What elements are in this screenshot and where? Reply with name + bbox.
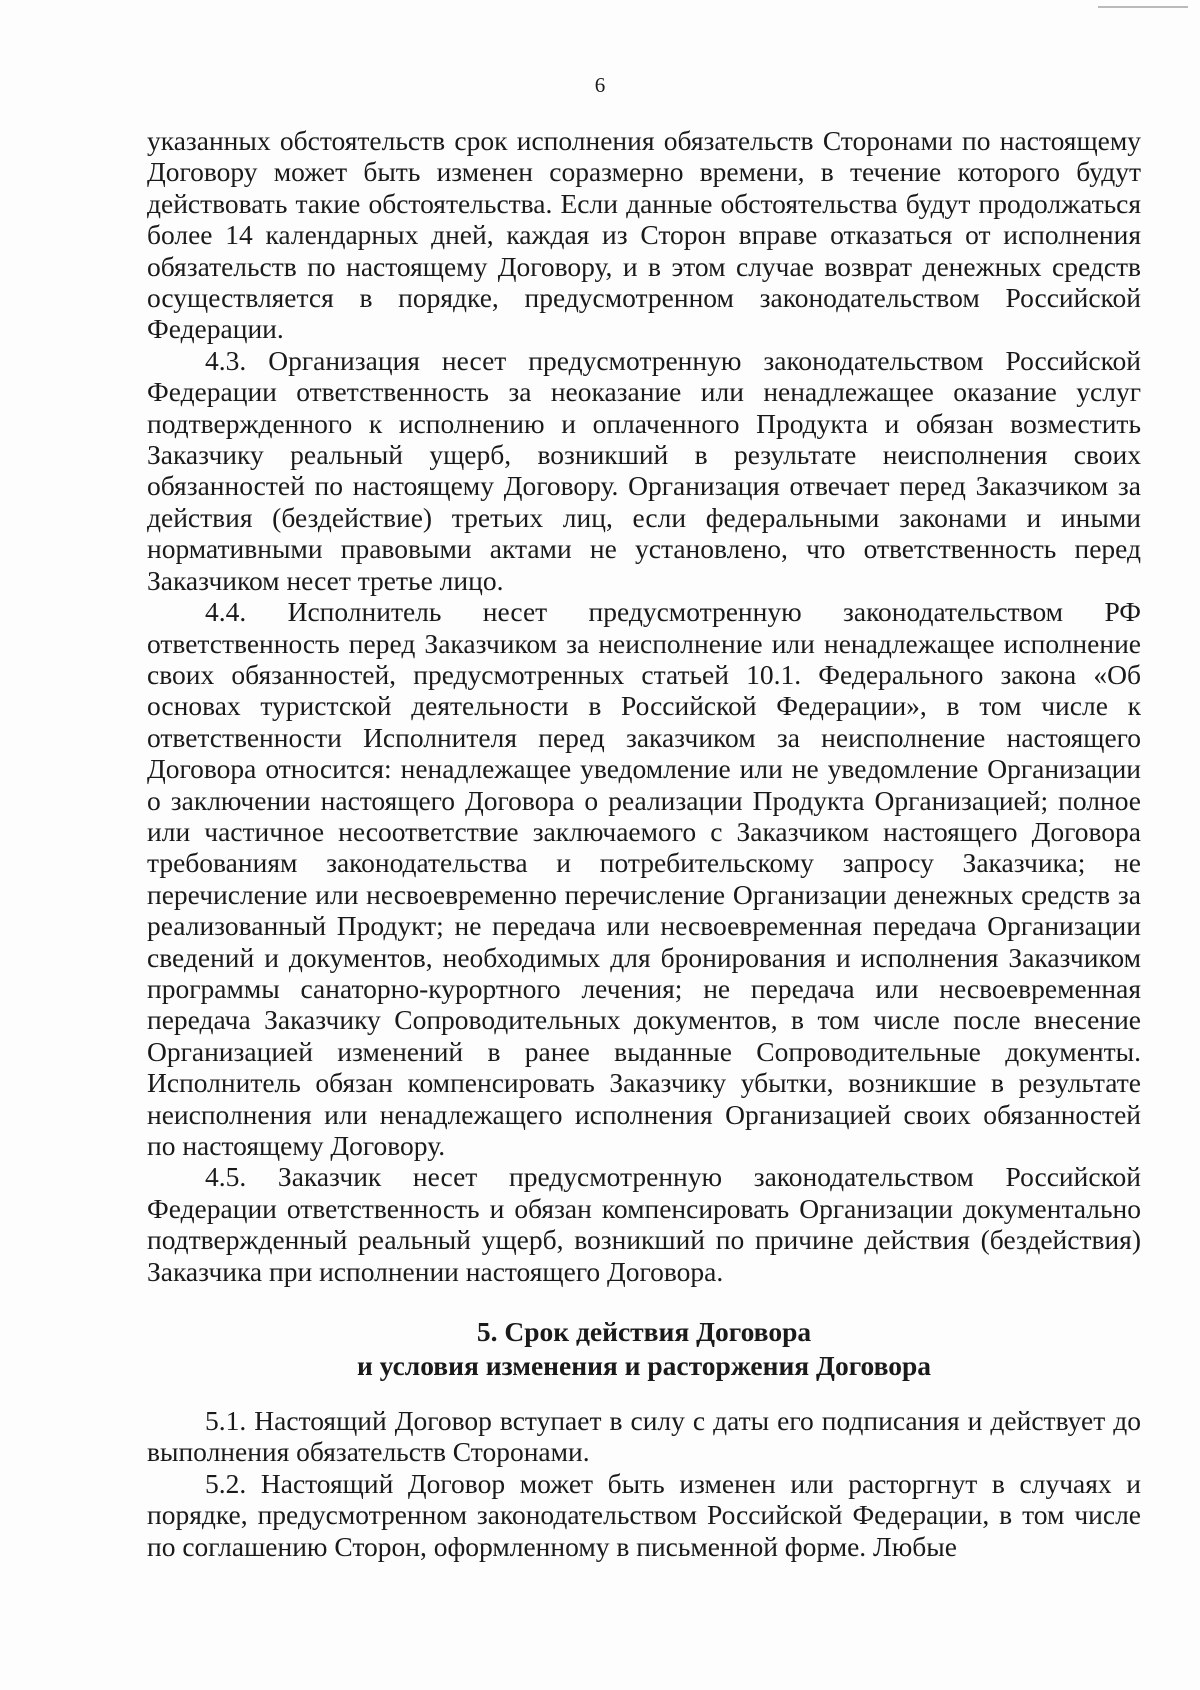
paragraph-4-4: 4.4. Исполнитель несет предусмотренную законодательством РФ ответственность перед Заказчиком за неисполнение или ненадлежащее исполнение своих обязанностей, предусмотренных статьей 10.1. Федерального закона «Об основах туристской деятельности в Российской Федерации», в том числе к ответственности Исполнителя перед заказчиком за неисполнение настоящего Договора относится: ненадлежащее уведомление или не уведомление Организации о заключении настоящего Договора о реализации Продукта Организацией; полное или частичное несоответствие заключаемого с Заказчиком настоящего Договора требованиям законодательства и потребительскому запросу Заказчика; не перечисление или несвоевременно перечисление Организации денежных средств за реализованный Продукт; не передача или несвоевременная передача Организации сведений и документов, необходимых для бронирования и исполнения Заказчиком программы санаторно-курортного лечения; не передача или несвоевременная передача Заказчику Сопроводительных документов, в том числе после внесение Организацией изменений в ранее выданные Сопроводительные документы. Исполнитель обязан компенсировать Заказчику убытки, возникшие в результате неисполнения или ненадлежащего исполнения Организацией своих обязанностей по настоящему Договору.: [147, 596, 1141, 1161]
section-5-heading-line1: 5. Срок действия Договора: [476, 1316, 812, 1348]
section-5-heading-line2: и условия изменения и расторжения Договора: [356, 1350, 932, 1382]
paragraph-5-2: 5.2. Настоящий Договор может быть изменен или расторгнут в случаях и порядке, предусмотренном законодательством Российской Федерации, в том числе по соглашению Сторон, оформленному в письменной форме. Любые: [147, 1467, 1141, 1562]
scan-corner-mark: [1098, 0, 1188, 8]
paragraph-continuation: указанных обстоятельств срок исполнения обязательств Сторонами по настоящему Договору может быть изменен соразмерно времени, в течение которого будут действовать такие обстоятельства. Если данные обстоятельства будут продолжаться более 14 календарных дней, каждая из Сторон вправе отказаться от исполнения обязательств по настоящему Договору, и в этом случае возврат денежных средств осуществляется в порядке, предусмотренном законодательством Российской Федерации.: [147, 125, 1141, 345]
document-body: [147, 125, 1141, 1562]
page-number: 6: [594, 73, 606, 97]
paragraph-4-3: 4.3. Организация несет предусмотренную законодательством Российской Федерации ответственность за неоказание или ненадлежащее оказание услуг подтвержденного к исполнению и оплаченного Продукта и обязан возместить Заказчику реальный ущерб, возникший в результате неисполнения своих обязанностей по настоящему Договору. Организация отвечает перед Заказчиком за действия (бездействие) третьих лиц, если федеральными законами и иными нормативными правовыми актами не установлено, что ответственность перед Заказчиком несет третье лицо.: [147, 344, 1141, 596]
paragraph-4-5: 4.5. Заказчик несет предусмотренную законодательством Российской Федерации ответственность и обязан компенсировать Организации документально подтвержденный реальный ущерб, возникший по причине действия (бездействия) Заказчика при исполнении настоящего Договора.: [147, 1161, 1141, 1287]
paragraph-5-1: 5.1. Настоящий Договор вступает в силу с даты его подписания и действует до выполнения обязательств Сторонами.: [147, 1405, 1141, 1468]
section-5-heading: [147, 1315, 1141, 1383]
